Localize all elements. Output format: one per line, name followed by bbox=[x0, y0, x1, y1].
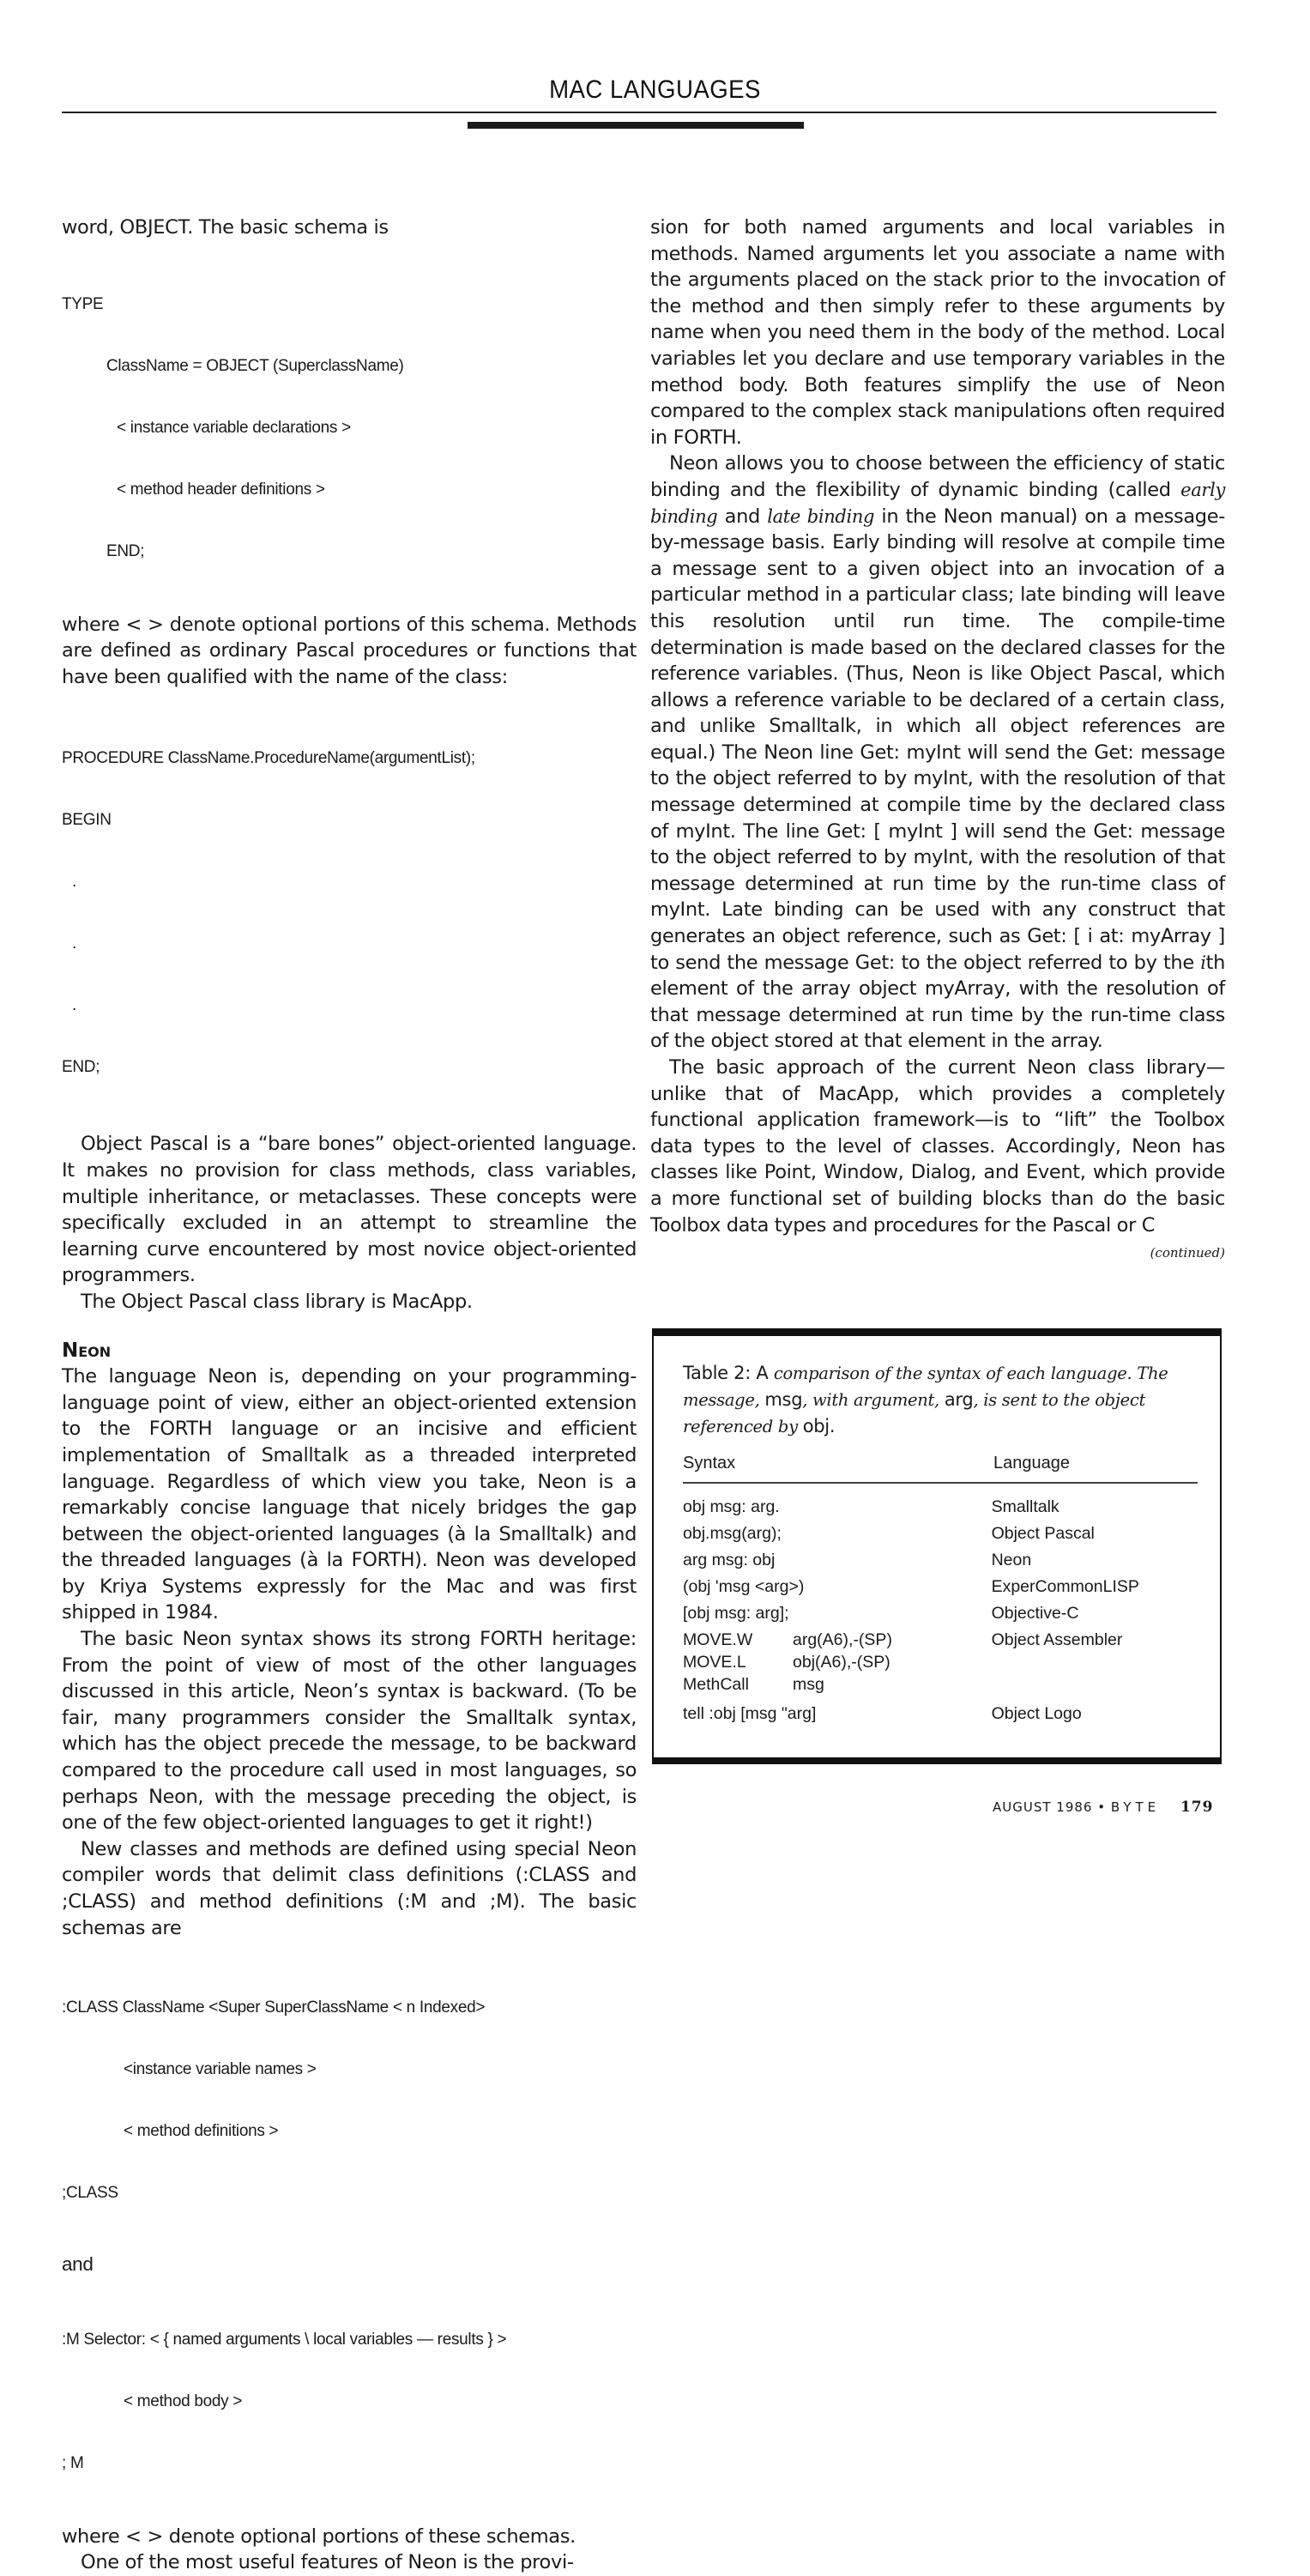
asm-line bbox=[683, 1629, 992, 1651]
code-line: END; bbox=[62, 1058, 100, 1077]
code-line: ClassName = OBJECT (SuperclassName) bbox=[106, 356, 404, 375]
paragraph: Object Pascal is a “bare bones” object-oriented language. It makes no provision for class methods, class variables, multiple inheritance, or metaclasses. These concepts were specifically excluded in an attempt to streamline the learning curve encountered by most novice object-oriented programmers. bbox=[62, 1133, 637, 1287]
table-row bbox=[683, 1574, 1194, 1600]
paragraph: The language Neon is, depending on your programming-language point of view, either an object-oriented extension to the FORTH language or an incisive and efficient implementation of Smalltalk as a threaded interpreted language. Regardless of which view you take, Neon is a remarkably concise language that nicely bridges the gap between the object-oriented languages (à la Smalltalk) and the threaded languages (à la FORTH). Neon was developed by Kriya Systems expressly for the Mac and was first shipped in 1984. bbox=[62, 1365, 637, 1624]
page-footer bbox=[993, 1799, 1213, 1816]
header-rule bbox=[62, 112, 1216, 113]
magazine-name: BYTE bbox=[1110, 1799, 1161, 1815]
emphasis-late-binding: late binding bbox=[767, 505, 875, 527]
code-line: TYPE bbox=[62, 294, 104, 313]
asm-line bbox=[683, 1673, 992, 1696]
table-caption bbox=[683, 1360, 1194, 1440]
table-row bbox=[683, 1627, 1194, 1701]
text-run: in the Neon manual) on a message-by-message basis. Early binding will resolve at compile time a message sent to a given object into an invocation of a particular method in a particular class; late binding will leave this resolution until run time. The compile-time determination is made based on the declared classes for the reference variables. (Thus, Neon is like Object Pascal, which allows a reference variable to be declared of a certain class, and unlike Smalltalk, in which all object references are equal.) The Neon line Get: myInt will send the Get: message to the object referred to by myInt, with the resolution of that message determined at compile time by the declared class of myInt. The line Get: [ myInt ] will send the Get: message to the object referred to by myInt, with the resolution of that message determined at run time by the run-time class of myInt. Late binding can be used with any construct that generates an object reference, such as Get: [ i at: myArray ] to send the message Get: to the object referred to by the bbox=[650, 505, 1225, 974]
cell-syntax: (obj 'msg <arg>) bbox=[683, 1577, 805, 1596]
code-block-procedure bbox=[62, 707, 637, 1119]
section-title: MAC LANGUAGES bbox=[549, 76, 761, 104]
code-block-class-schema bbox=[62, 1956, 637, 2245]
asm-operand: arg(A6),-(SP) bbox=[793, 1630, 892, 1649]
paragraph: sion for both named arguments and local variables in methods. Named arguments let you associate a name with the arguments placed on the stack prior to the invocation of the method and then simply refer to these arguments by name when you need them in the body of the method. Local variables let you declare and use temporary variables in the method body. Both features simplify the use of Neon compared to the complex stack manipulations often required in FORTH. bbox=[650, 216, 1225, 449]
cell-language: Object Logo bbox=[991, 1704, 1082, 1723]
emphasis-early-binding: early binding bbox=[650, 479, 1225, 527]
cell-language: Smalltalk bbox=[991, 1497, 1059, 1516]
code-line: ; M bbox=[62, 2453, 84, 2472]
paragraph: word, OBJECT. The basic schema is bbox=[62, 216, 389, 239]
code-line: . bbox=[72, 996, 76, 1015]
text-run: th element of the array object myArray, with the resolution of that message determined at run time by the run-time class of the object stored at that element in the array. bbox=[650, 951, 1225, 1053]
code-block-type-schema bbox=[62, 253, 637, 603]
code-line: < method body > bbox=[124, 2392, 243, 2410]
table-row bbox=[683, 1600, 1194, 1627]
continued-note: (continued) bbox=[1150, 1245, 1225, 1261]
cell-language: Neon bbox=[991, 1551, 1032, 1569]
bullet-separator: • bbox=[1097, 1799, 1107, 1815]
cell-syntax-assembler bbox=[683, 1629, 992, 1696]
paragraph bbox=[650, 450, 1225, 1055]
cell-syntax: [obj msg: arg]; bbox=[683, 1604, 789, 1623]
cell-syntax: obj msg: arg. bbox=[683, 1497, 780, 1516]
cell-syntax: tell :obj [msg "arg] bbox=[683, 1704, 817, 1723]
table-row bbox=[683, 1494, 1194, 1521]
text-run: Neon allows you to choose between the efficiency of static binding and the flexibility of dynamic binding (called bbox=[650, 452, 1225, 501]
code-line: PROCEDURE ClassName.ProcedureName(argumentList); bbox=[62, 749, 475, 768]
cell-syntax: obj.msg(arg); bbox=[683, 1524, 782, 1543]
caption-text: . bbox=[829, 1416, 836, 1436]
code-line: ;CLASS bbox=[62, 2184, 118, 2203]
code-line: . bbox=[72, 873, 76, 892]
caption-text: comparison of the syntax of each language. The message, bbox=[683, 1364, 1168, 1410]
table-body bbox=[683, 1494, 1194, 1727]
left-column bbox=[62, 215, 637, 2576]
section-heading-neon: Neon bbox=[62, 1339, 112, 1362]
paragraph: where < > denote optional portions of this schema. Methods are defined as ordinary Pascal procedures or functions that have been qualified with the name of the class: bbox=[62, 613, 637, 688]
paragraph: One of the most useful features of Neon is the provi- bbox=[81, 2551, 574, 2574]
table-row bbox=[683, 1521, 1194, 1547]
code-line: END; bbox=[106, 541, 145, 560]
column-header-syntax: Syntax bbox=[683, 1454, 736, 1472]
asm-op: MOVE.L bbox=[683, 1653, 746, 1672]
paragraph: New classes and methods are defined using special Neon compiler words that delimit class definitions (:CLASS and ;CLASS) and method definitions (:M and ;M). The basic schemas are bbox=[62, 1837, 637, 1939]
table-label: Table 2: A bbox=[683, 1363, 774, 1383]
right-column bbox=[650, 215, 1225, 1267]
code-line: < method header definitions > bbox=[117, 480, 325, 499]
cell-language: Object Pascal bbox=[991, 1524, 1095, 1543]
cell-syntax: arg msg: obj bbox=[683, 1551, 776, 1569]
caption-text: , is sent to the object referenced by bbox=[683, 1390, 1145, 1436]
column-header-language: Language bbox=[993, 1454, 1070, 1472]
asm-operand: msg bbox=[793, 1675, 824, 1694]
table-header-row bbox=[683, 1454, 1198, 1484]
caption-code: obj bbox=[802, 1416, 830, 1436]
table-row bbox=[683, 1701, 1194, 1727]
caption-text: , with argument, bbox=[802, 1390, 945, 1410]
paragraph: where < > denote optional portions of these schemas. bbox=[62, 2525, 576, 2548]
connector-word: and bbox=[62, 2253, 94, 2276]
caption-code: msg bbox=[764, 1389, 803, 1410]
cell-language: ExperCommonLISP bbox=[991, 1577, 1139, 1596]
code-line: :CLASS ClassName <Super SuperClassName < n Indexed> bbox=[62, 1999, 486, 2017]
code-line: :M Selector: < { named arguments \ local variables — results } > bbox=[62, 2330, 507, 2349]
asm-op: MethCall bbox=[683, 1675, 749, 1694]
asm-op: MOVE.W bbox=[683, 1630, 753, 1649]
text-run: and bbox=[717, 505, 768, 528]
cell-language: Object Assembler bbox=[991, 1630, 1123, 1649]
header-accent-bar bbox=[468, 122, 804, 129]
page-number: 179 bbox=[1180, 1799, 1214, 1816]
table-row bbox=[683, 1547, 1194, 1574]
cell-language: Objective-C bbox=[991, 1604, 1079, 1623]
code-line: BEGIN bbox=[62, 811, 112, 830]
code-line: . bbox=[72, 934, 76, 953]
paragraph: The basic Neon syntax shows its strong FORTH heritage: From the point of view of most of the other languages discussed in this article, Neon’s syntax is backward. (To be fair, many programmers consider the Smalltalk syntax, which has the object precede the message, to be backward compared to the procedure call used in most languages, so perhaps Neon, with the message preceding the object, is one of the few object-oriented languages to get it right!) bbox=[62, 1628, 637, 1835]
code-line: < instance variable declarations > bbox=[117, 418, 351, 437]
emphasis-i: i bbox=[1200, 952, 1206, 973]
asm-line bbox=[683, 1651, 992, 1673]
asm-operand: obj(A6),-(SP) bbox=[793, 1653, 890, 1672]
table-2-box bbox=[652, 1328, 1222, 1764]
code-block-method-schema bbox=[62, 2289, 637, 2515]
paragraph: The Object Pascal class library is MacApp. bbox=[81, 1290, 473, 1313]
code-line: < method definitions > bbox=[124, 2122, 279, 2141]
paragraph: The basic approach of the current Neon class library—unlike that of MacApp, which provides a completely functional application framework—is to “lift” the Toolbox data types to the level of classes. Accordingly, Neon has classes like Point, Window, Dialog, and Event, which provide a more functional set of building blocks than do the basic Toolbox data types and procedures for the Pascal or C bbox=[650, 1056, 1225, 1237]
issue-date: AUGUST 1986 bbox=[993, 1799, 1093, 1815]
caption-code: arg bbox=[944, 1389, 974, 1410]
code-line: <instance variable names > bbox=[124, 2060, 317, 2079]
